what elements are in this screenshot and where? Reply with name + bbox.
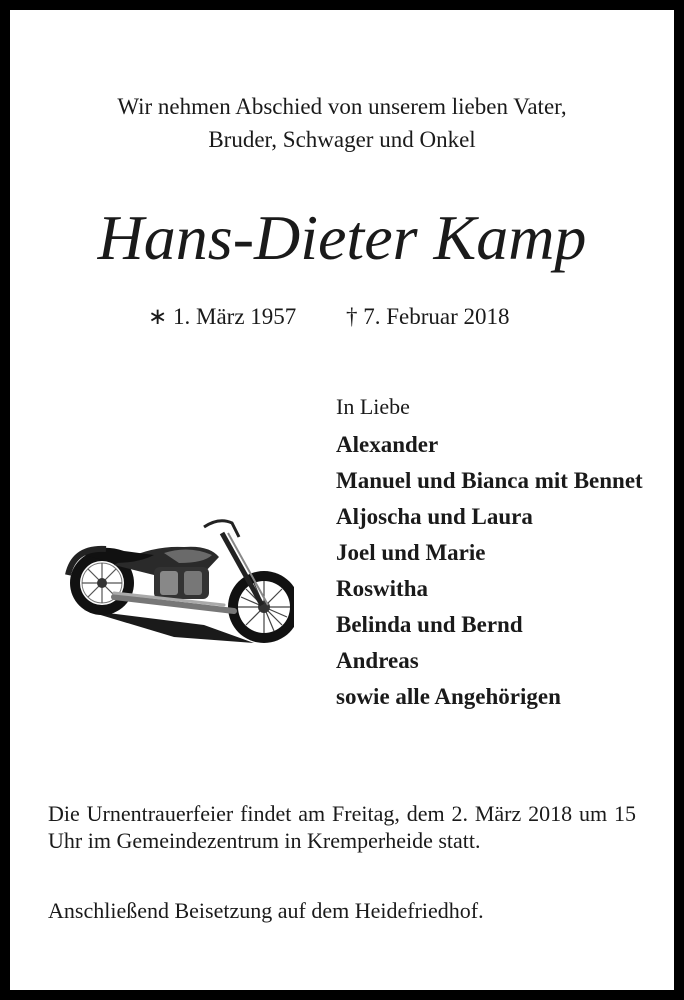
deceased-name: Hans-Dieter Kamp — [97, 202, 587, 273]
family-member: Belinda und Bernd — [336, 612, 523, 637]
funeral-service-text: Die Urnentrauerfeier findet am Freitag, dem 2. März 2018 um 15 Uhr im Gemeindezentrum in Kremperheide statt. — [48, 801, 636, 853]
intro-line-1: Wir nehmen Abschied von unserem lieben Vater, — [117, 94, 567, 119]
intro-text — [10, 90, 674, 156]
burial-text: Anschließend Beisetzung auf dem Heidefriedhof. — [48, 898, 484, 923]
family-lead: In Liebe — [336, 394, 410, 419]
family-member: Alexander — [336, 432, 439, 457]
intro-line-2: Bruder, Schwager und Onkel — [208, 127, 476, 152]
family-member: Roswitha — [336, 576, 429, 601]
family-member: Aljoscha und Laura — [336, 504, 533, 529]
family-member: Joel und Marie — [336, 540, 486, 565]
obituary-notice — [10, 10, 674, 990]
family-member: sowie alle Angehörigen — [336, 684, 561, 709]
family-member: Manuel und Bianca mit Bennet — [336, 468, 643, 493]
motorcycle-icon — [54, 515, 294, 645]
family-member: Andreas — [336, 648, 419, 673]
birth-date: ∗ 1. März 1957 — [148, 304, 297, 329]
family-list — [336, 390, 666, 719]
death-date: † 7. Februar 2018 — [346, 304, 510, 329]
